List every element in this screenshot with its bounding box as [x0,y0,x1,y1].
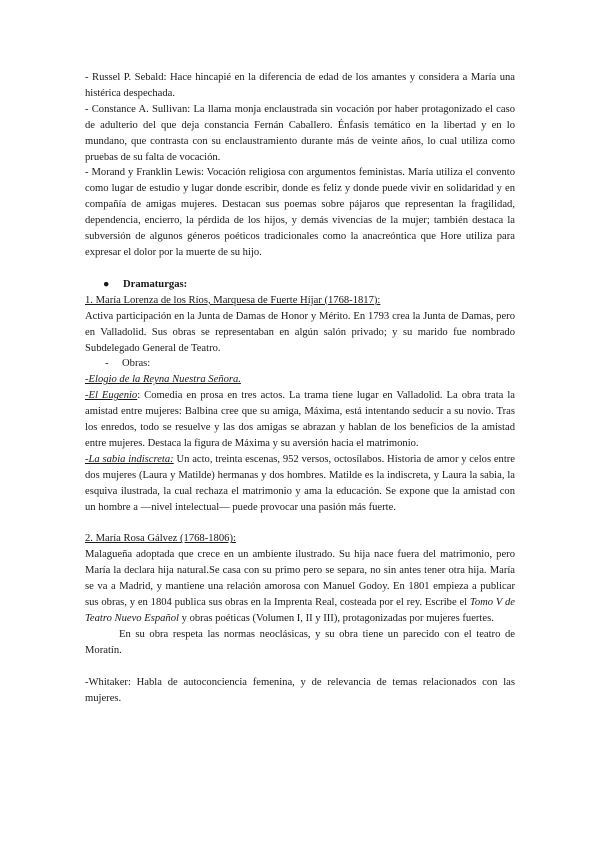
author1-bio: Activa participación en la Junta de Damas de Honor y Mérito. En 1793 crea la Junta de Damas, pero en Valladolid. Sus obras se representaban en algún salón privado; y su marido fue nombrado Subdelegado General de Teatro. [85,310,515,354]
document-page [85,70,515,707]
author2-bio-part-a: Malagueña adoptada que crece en un ambiente ilustrado. Su hija nace fuera del matrimonio, pero María la declara hija natural.Se casa con su primo pero se separa, no sin antes tener otra hija. María se va a Madrid, y mantiene una relación amorosa con Manuel Godoy. En 1801 empieza a publicar sus obras, y en 1804 publica sus obras en la Imprenta Real, costeada por el rey. Escribe el [85,549,515,609]
author2-neoclassical-paragraph: En su obra respeta las normas neoclásicas, y su obra tiene un parecido con el teatro de Moratín. [85,628,515,656]
works-label-text: Obras: [122,358,151,370]
work2-title: -El Eugenio [85,390,138,402]
work3-title: -La sabia indiscreta: [85,453,174,465]
bullet-icon: ● [103,278,110,290]
spacer [85,659,515,675]
work3-text: Un acto, treinta escenas, 952 versos, octosílabos. Historia de amor y celos entre dos mujeres (Laura y Matilde) hermanas y dos hombres. Matilde es la indiscreta, y Laura la sabia, la esquiva ilustrada, la cual rechaza el matrimonio y ama la educación. Se expone que la amistad con un hombre a ―nivel intelectual― puede provocar una pasión más fuerte. [85,453,516,513]
author2-bio-part-b: y obras poéticas (Volumen I, II y III), protagonizadas por mujeres fuertes. [178,613,494,624]
author2-heading: 2. María Rosa Gálvez (1768-1806): [85,533,236,545]
spacer [85,261,515,277]
critic-sullivan-paragraph: - Constance A. Sullivan: La llama monja enclaustrada sin vocación por haber protagonizado el caso de adulterio del que deja constancia Fernán Caballero. Énfasis temático en la libertad y en lo mundano, que contrasta con su enclaustramiento durante más de veinte años, lo cual utiliza como pruebas de su falta de vocación. [85,103,515,163]
work1-paragraph [85,372,515,388]
critic-morand-lewis-paragraph: - Morand y Franklin Lewis: Vocación religiosa con argumentos feministas. María utiliza el convento como lugar de estudio y lugar donde escribir, donde es feliz y donde puede vivir en solidaridad y en compañía de amigas mujeres. Destacan sus poemas sobre pájaros que representan la fragilidad, dependencia, encierro, la pérdida de los hijos, y demás vivencias de la mujer; también destaca la subversión de algunos géneros poéticos tradicionales como la anacreóntica que Hore utiliza para expresar el dolor por la muerte de su hijo. [85,167,515,258]
section-heading-text: Dramaturgas: [123,278,188,290]
spacer [85,515,515,531]
work2-text: : Comedia en prosa en tres actos. La trama tiene lugar en Valladolid. La obra trata la amistad entre mujeres: Balbina cree que su amiga, Máxima, está intentando seducir a su novio. Tras los enredos, todo se resuelve y las dos amigas se abrazan y hablan de los beneficios de la amistad entre mujeres. Destaca la figura de Máxima y su aversión hacia el matrimonio. [85,390,515,449]
work3-paragraph [85,452,515,516]
work1-title: -Elogio de la Reyna Nuestra Señora. [85,374,241,386]
critic-sebald-paragraph: - Russel P. Sebald: Hace hincapié en la diferencia de edad de los amantes y considera a María una histérica despechada. [85,72,515,99]
critic-whitaker-paragraph: -Whitaker: Habla de autoconciencia femenina, y de relevancia de temas relacionados con las mujeres. [85,676,515,704]
dash-marker: - [105,358,109,370]
section-heading [85,277,515,293]
author2-bio-title: Tomo V de Teatro Nuevo Español [85,597,515,624]
author1-works-label [85,356,515,372]
work2-paragraph [85,388,515,452]
author1-heading: 1. María Lorenza de los Ríos, Marquesa de Fuerte Híjar (1768-1817): [85,294,381,306]
author2-bio [85,547,515,627]
